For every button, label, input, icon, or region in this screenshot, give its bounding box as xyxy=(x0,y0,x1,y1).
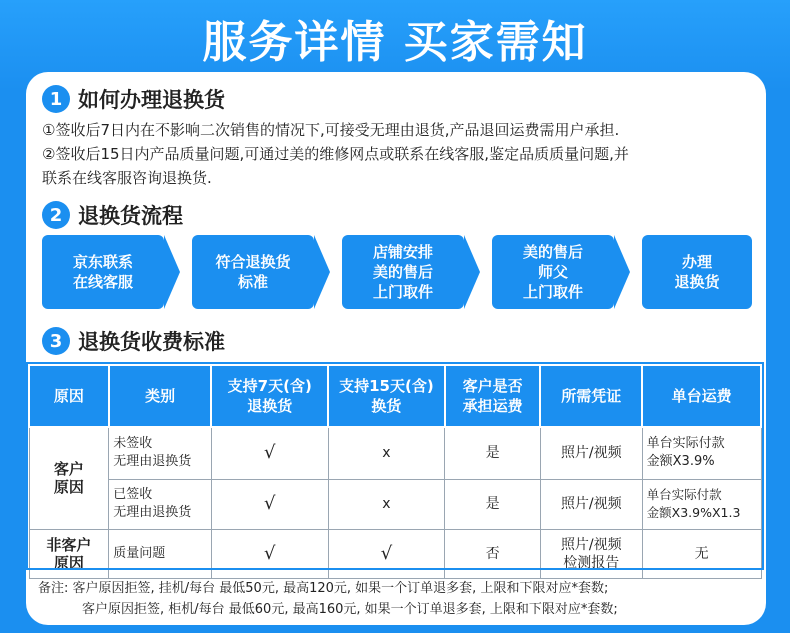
proof-text: 照片/视频 xyxy=(560,536,622,553)
step-text: 美的售后 xyxy=(522,243,583,261)
shipping-text: 单台实际付款 xyxy=(646,436,725,452)
category-cell: 质量问题 xyxy=(109,529,212,578)
process-step-5 xyxy=(642,235,752,309)
header-text: 支持15天(含) xyxy=(339,377,434,395)
step-text: 美的售后 xyxy=(372,263,433,281)
step-text: 上门取件 xyxy=(372,283,433,301)
reason-text: 原因 xyxy=(53,478,84,497)
reason-cell xyxy=(29,427,109,529)
shipping-text: 单台实际付款 xyxy=(646,487,722,502)
check-15-day: √ xyxy=(328,529,445,578)
page-title: 服务详情 买家需知 xyxy=(202,17,588,68)
header-text: 支持7天(含) xyxy=(227,377,312,395)
header-proof: 所需凭证 xyxy=(540,365,642,427)
arrow-right-icon xyxy=(314,235,330,309)
arrow-right-icon xyxy=(614,235,630,309)
note-line-2: 客户原因拒签, 柜机/每台 最低60元, 最高160元, 如果一个订单退多套, 上限和下限对应*套数; xyxy=(82,602,618,617)
category-text: 已签收 xyxy=(113,487,153,502)
bear-cell: 是 xyxy=(445,479,541,529)
header-text: 承担运费 xyxy=(462,397,523,415)
process-step-4 xyxy=(492,235,614,309)
header-15-day xyxy=(328,365,445,427)
return-info-text xyxy=(42,118,762,190)
bear-cell: 是 xyxy=(445,427,541,479)
process-step-1 xyxy=(42,235,164,309)
section-header-2 xyxy=(42,200,183,230)
table-row xyxy=(29,529,761,578)
return-info-line: 联系在线客服咨询退换货. xyxy=(42,169,212,187)
header-7-day xyxy=(211,365,328,427)
section-header-1 xyxy=(42,84,225,114)
proof-cell: 照片/视频 xyxy=(540,479,642,529)
reason-text: 客户 xyxy=(53,460,84,479)
process-step-2 xyxy=(192,235,314,309)
step-text: 店铺安排 xyxy=(372,243,433,261)
section-title-3: 退换货收费标准 xyxy=(78,330,225,354)
shipping-cell xyxy=(642,479,761,529)
header-shipping-fee: 单台运费 xyxy=(642,365,761,427)
shipping-cell xyxy=(642,427,761,479)
header-bear-shipping xyxy=(445,365,541,427)
reason-cell xyxy=(29,529,109,578)
section-number-1: 1 xyxy=(42,85,70,113)
step-text: 标准 xyxy=(237,273,268,291)
table-header-row xyxy=(29,365,761,427)
shipping-text: 金额X3.9%X1.3 xyxy=(646,505,741,520)
shipping-text: 金额X3.9% xyxy=(646,454,715,470)
return-info-line: ①签收后7日内在不影响二次销售的情况下,可接受无理由退货,产品退回运费需用户承担. xyxy=(42,121,620,139)
fee-table xyxy=(28,364,762,579)
section-title-1: 如何办理退换货 xyxy=(78,88,225,112)
category-text: 无理由退换货 xyxy=(113,454,192,470)
proof-cell: 照片/视频 xyxy=(540,427,642,479)
reason-text: 非客户 xyxy=(46,535,92,554)
return-info-line: ②签收后15日内产品质量问题,可通过美的维修网点或联系在线客服,鉴定品质质量问题,并 xyxy=(42,145,629,163)
section-header-3 xyxy=(42,326,225,356)
shipping-cell: 无 xyxy=(642,529,761,578)
header-text: 退换货 xyxy=(247,397,293,415)
process-flow xyxy=(42,235,752,309)
header-text: 换货 xyxy=(371,397,402,415)
check-7-day: √ xyxy=(211,529,328,578)
step-text: 上门取件 xyxy=(522,283,583,301)
category-cell xyxy=(109,427,212,479)
table-row xyxy=(29,427,761,479)
check-7-day: √ xyxy=(211,479,328,529)
process-step-3 xyxy=(342,235,464,309)
arrow-right-icon xyxy=(464,235,480,309)
step-text: 符合退换货 xyxy=(215,253,291,271)
check-7-day: √ xyxy=(211,427,328,479)
step-text: 京东联系 xyxy=(72,253,133,271)
category-cell xyxy=(109,479,212,529)
proof-cell xyxy=(540,529,642,578)
header-category: 类别 xyxy=(109,365,212,427)
section-title-2: 退换货流程 xyxy=(78,204,183,228)
section-number-3: 3 xyxy=(42,327,70,355)
reason-text: 原因 xyxy=(53,553,84,572)
section-number-2: 2 xyxy=(42,201,70,229)
check-15-day: x xyxy=(328,427,445,479)
step-text: 在线客服 xyxy=(72,273,133,291)
note-line-1: 备注: 客户原因拒签, 挂机/每台 最低50元, 最高120元, 如果一个订单退多套, 上限和下限对应*套数; xyxy=(38,581,609,596)
proof-text: 检测报告 xyxy=(563,554,620,571)
category-text: 无理由退换货 xyxy=(113,505,192,520)
header-text: 客户是否 xyxy=(462,377,523,395)
step-text: 师父 xyxy=(537,263,568,281)
arrow-right-icon xyxy=(164,235,180,309)
step-text: 退换货 xyxy=(674,273,720,291)
table-row xyxy=(29,479,761,529)
step-text: 办理 xyxy=(681,253,712,271)
category-text: 未签收 xyxy=(113,436,153,452)
header-reason: 原因 xyxy=(29,365,109,427)
check-15-day: x xyxy=(328,479,445,529)
bear-cell: 否 xyxy=(445,529,541,578)
